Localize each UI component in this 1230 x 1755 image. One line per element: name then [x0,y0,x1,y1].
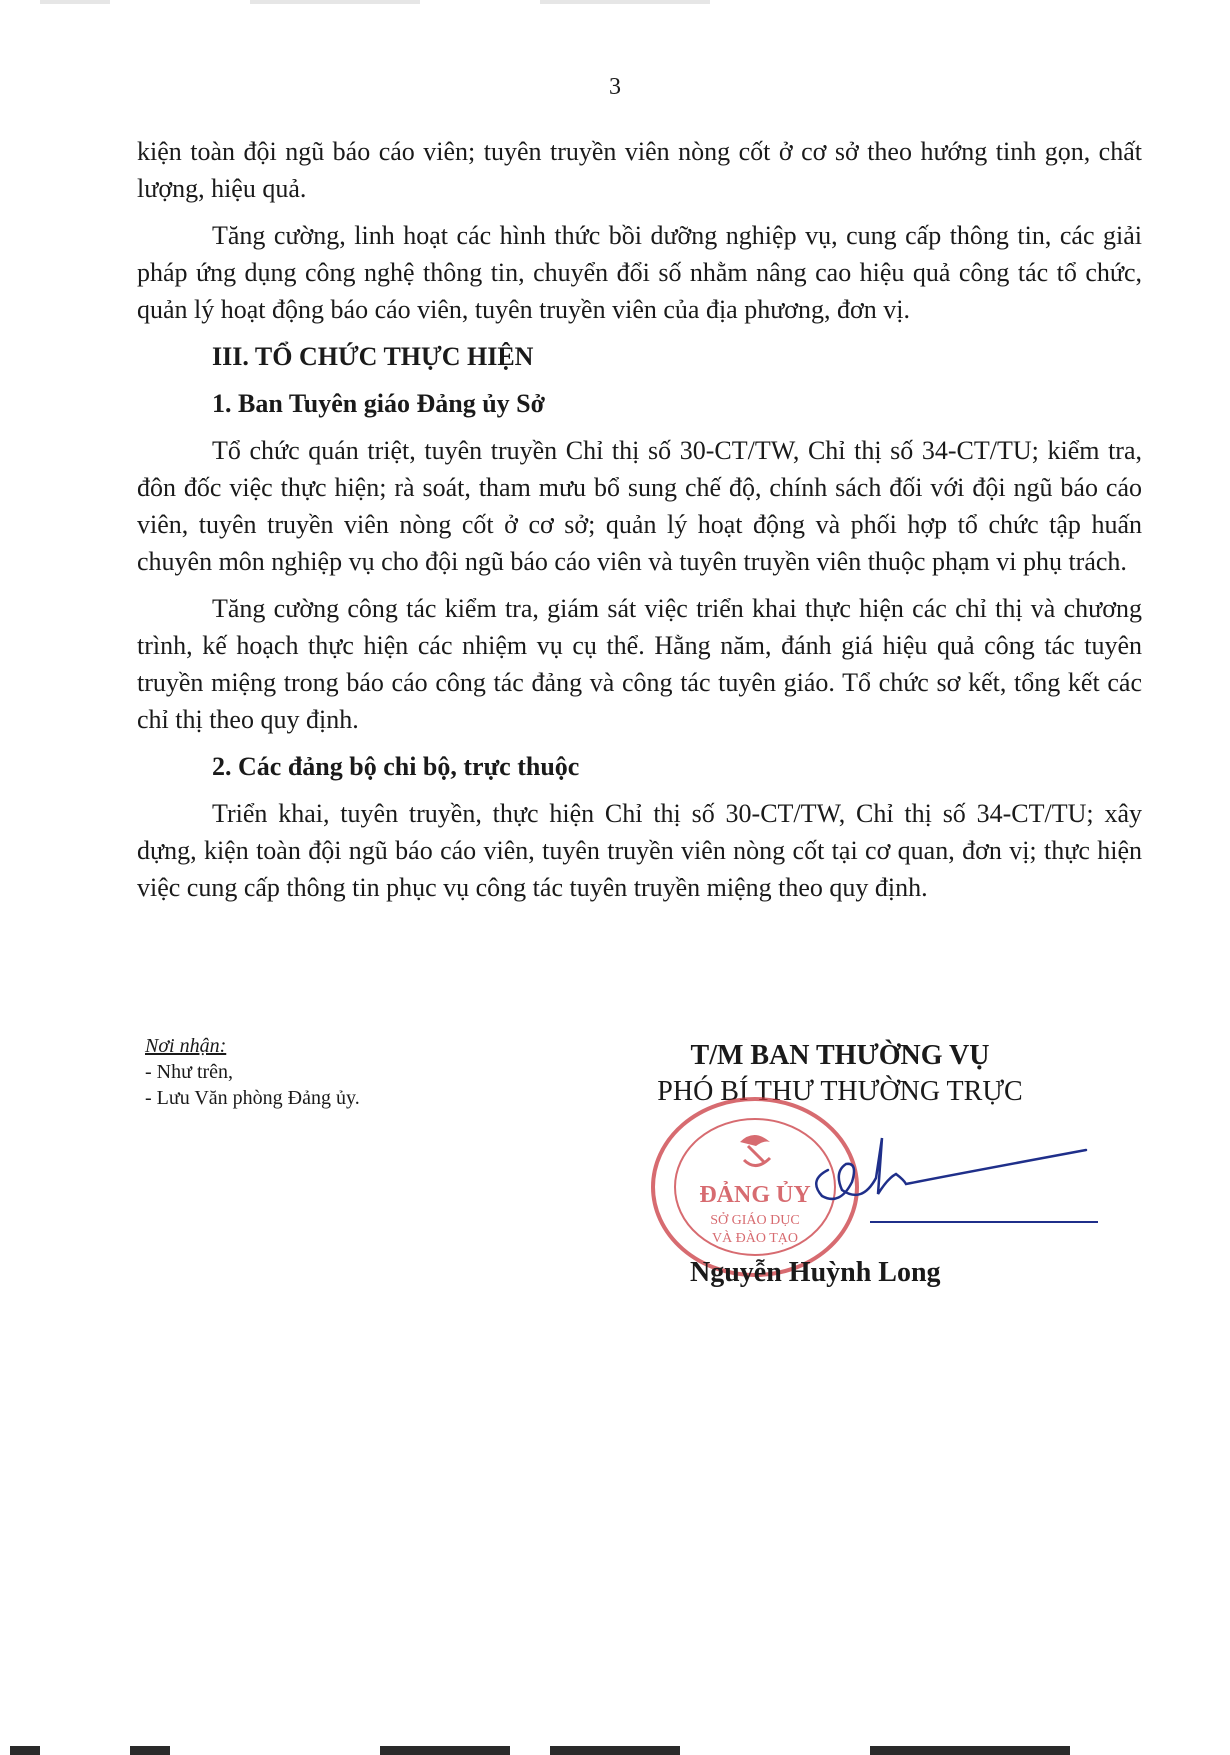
paragraph: Tổ chức quán triệt, tuyên truyền Chỉ thị số 30-CT/TW, Chỉ thị số 34-CT/TU; kiểm tra, đôn đốc việc thực hiện; rà soát, tham mưu bổ sung chế độ, chính sách đối với đội ngũ báo cáo viên, tuyên truyền viên nòng cốt ở cơ sở; quản lý hoạt động và phối hợp tổ chức tập huấn chuyên môn nghiệp vụ cho đội ngũ báo cáo viên và tuyên truyền viên thuộc phạm vi phụ trách. [137,436,1142,576]
recipient-item: - Lưu Văn phòng Đảng ủy. [145,1087,360,1109]
signature-role: PHÓ BÍ THƯ THƯỜNG TRỰC [657,1076,1023,1107]
signer-name: Nguyễn Huỳnh Long [690,1257,941,1288]
signature-title: T/M BAN THƯỜNG VỤ [690,1040,990,1071]
paragraph: Tăng cường công tác kiểm tra, giám sát việc triển khai thực hiện các chỉ thị và chương trình, kế hoạch thực hiện các nhiệm vụ cụ thể. Hằng năm, đánh giá hiệu quả công tác tuyên truyền miệng trong báo cáo công tác đảng và công tác tuyên giáo. Tổ chức sơ kết, tổng kết các chỉ thị theo quy định. [137,594,1142,734]
paragraph: Tăng cường, linh hoạt các hình thức bồi dưỡng nghiệp vụ, cung cấp thông tin, các giải pháp ứng dụng công nghệ thông tin, chuyển đổi số nhằm nâng cao hiệu quả công tác tổ chức, quản lý hoạt động báo cáo viên, tuyên truyền viên của địa phương, đơn vị. [137,221,1142,324]
stamp-line: ĐẢNG ỦY [699,1182,811,1208]
recipients-title: Nơi nhận: [145,1035,227,1057]
paragraph: Triển khai, tuyên truyền, thực hiện Chỉ thị số 30-CT/TW, Chỉ thị số 34-CT/TU; xây dựng, kiện toàn đội ngũ báo cáo viên, tuyên truyền viên nòng cốt tại cơ quan, đơn vị; thực hiện việc cung cấp thông tin phục vụ công tác tuyên truyền miệng theo quy định. [137,799,1142,902]
page-number: 3 [609,74,621,100]
stamp-line: VÀ ĐÀO TẠO [711,1231,799,1246]
recipient-item: - Như trên, [145,1061,234,1083]
stamp-line: SỞ GIÁO DỤC [710,1213,800,1228]
subsection-heading: 1. Ban Tuyên giáo Đảng ủy Sở [212,389,546,418]
document-body [137,133,1142,916]
subsection-heading: 2. Các đảng bộ chi bộ, trực thuộc [212,752,580,781]
hammer-sickle-icon [740,1135,770,1166]
handwritten-signature [810,1130,1100,1230]
section-heading: III. TỔ CHỨC THỰC HIỆN [212,342,534,371]
recipients-block [145,1033,360,1111]
scan-artifact-top [0,0,1230,6]
scan-artifact-bottom [0,1741,1230,1755]
paragraph: kiện toàn đội ngũ báo cáo viên; tuyên truyền viên nòng cốt ở cơ sở theo hướng tinh gọn, chất lượng, hiệu quả. [137,137,1142,203]
